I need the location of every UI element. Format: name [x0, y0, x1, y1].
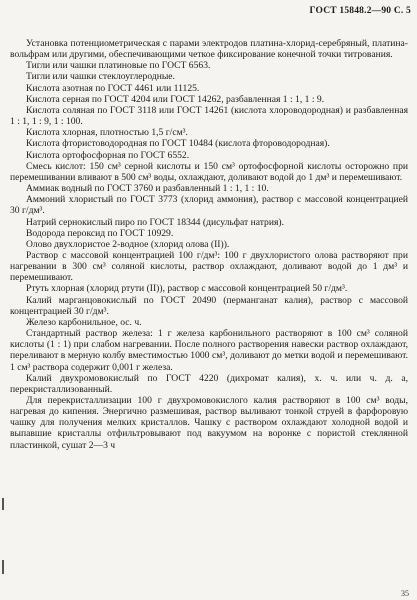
paragraph: Стандартный раствор железа: 1 г железа карбонильного растворяют в 100 см³ соляной кислоты (1 : 1) при слабом нагревании. После полного растворения навески раствор охлаждают, переливают в мерную колбу вместимостью 1000 см³, доливают до метки водой и перемешивают. 1 см³ раствора содержит 0,001 г железа. — [10, 328, 408, 373]
paragraph: Кислота фтористоводородная по ГОСТ 10484 (кислота фтороводородная). — [26, 138, 330, 150]
paragraph: Железо карбонильное, ос. ч. — [26, 316, 142, 328]
paragraph: Кислота ортофосфорная по ГОСТ 6552. — [26, 149, 190, 161]
paragraph: Ртуть хлорная (хлорид ртути (II)), раствор с массовой концентрацией 50 г/дм³. — [26, 283, 348, 295]
paragraph: Калий двухромовокислый по ГОСТ 4220 (дихромат калия), х. ч. или ч. д. а, перекристаллизованный. — [10, 372, 408, 395]
document-body — [10, 38, 408, 451]
paragraph: Аммиак водный по ГОСТ 3760 и разбавленный 1 : 1, 1 : 10. — [26, 183, 269, 195]
corner-mark: 35 — [401, 589, 409, 598]
margin-mark — [2, 498, 4, 510]
paragraph: Кислота серная по ГОСТ 4204 или ГОСТ 14262, разбавленная 1 : 1, 1 : 9. — [26, 93, 325, 105]
paragraph: Олово двухлористое 2-водное (хлорид олова (II)). — [26, 238, 230, 250]
margin-mark — [2, 560, 4, 574]
paragraph: Натрий сернокислый пиро по ГОСТ 18344 (дисульфат натрия). — [26, 216, 284, 228]
paragraph: Смесь кислот: 150 см³ серной кислоты и 150 см³ ортофосфорной кислоты осторожно при перемешивании вливают в 500 см³ воды, охлаждают, доливают водой до 1 дм³ и перемешивают. — [10, 160, 408, 183]
paragraph: Аммоний хлористый по ГОСТ 3773 (хлорид аммония), раствор с массовой концентрацией 30 г/дм³. — [10, 194, 408, 217]
paragraph: Водорода пероксид по ГОСТ 10929. — [26, 227, 174, 239]
paragraph: Раствор с массовой концентрацией 100 г/дм³: 100 г двухлористого олова растворяют при нагревании в 300 см³ соляной кислоты, раствор охлаждают, доливают водой до 1 дм³ и перемешивают. — [10, 249, 408, 284]
paragraph: Кислота соляная по ГОСТ 3118 или ГОСТ 14261 (кислота хлороводородная) и разбавленная 1 : 1, 1 : 9, 1 : 100. — [10, 104, 408, 128]
page-header: ГОСТ 15848.2—90 С. 5 — [309, 6, 411, 16]
paragraph: Тигли или чашки стеклоуглеродные. — [26, 71, 175, 83]
paragraph: Тигли или чашки платиновые по ГОСТ 6563. — [26, 60, 211, 72]
paragraph: Установка потенциометрическая с парами электродов платина-хлорид-серебряный, платина-вольфрам или другими, обеспечивающими четкое фиксирование конечной точки титрования. — [10, 38, 408, 61]
paragraph: Кислота азотная по ГОСТ 4461 или 11125. — [26, 82, 200, 94]
paragraph: Калий марганцовокислый по ГОСТ 20490 (перманганат калия), раствор с массовой концентрацией 30 г/дм³. — [10, 294, 408, 317]
paragraph: Для перекристаллизации 100 г двухромовокислого калия растворяют в 100 см³ воды, нагревая до кипения. Энергично размешивая, раствор выливают тонкой струей в фарфоровую чашку для получения мелких кристаллов. Чашку с раствором охлаждают холодной водой и выпавшие кристаллы отфильтровывают под вакуумом на воронке с пористой стеклянной пластинкой, сушат 2—3 ч — [10, 395, 408, 451]
paragraph: Кислота хлорная, плотностью 1,5 г/см³. — [26, 127, 188, 139]
